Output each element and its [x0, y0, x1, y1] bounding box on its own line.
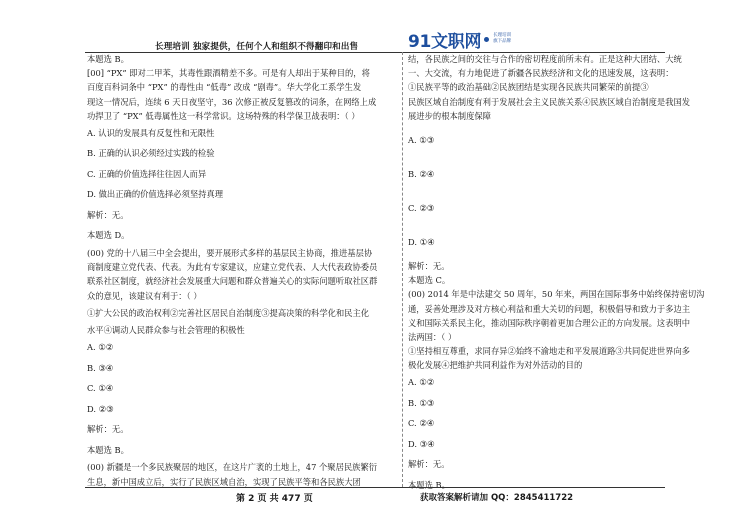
logo-dot-icon	[484, 37, 489, 42]
site-logo[interactable]	[408, 26, 511, 52]
logo-subtitle	[493, 33, 511, 45]
text-line: (00) 2014 年是中法建交 50 周年，50 年来，两国在国际事务中始终保持密切沟	[408, 289, 705, 300]
text-line: ①坚持相互尊重，求同存异②始终不渝地走和平发展道路③共同促进世界向多	[408, 346, 691, 357]
text-line: 极化发展④把维护共同利益作为对外活动的目的	[408, 360, 583, 371]
text-line: B. 正确的认识必须经过实践的检验	[87, 148, 215, 159]
text-line: D. 做出正确的价值选择必须坚持真理	[87, 189, 224, 200]
text-line: 商制度建立党代表、代表。为此有专家建议，应建立党代表、人大代表政协委员	[87, 262, 378, 273]
text-line: A. ①③	[408, 134, 435, 145]
text-line: 联系社区制度，就经济社会发展重大问题和群众普遍关心的实际问题听取社区群	[87, 276, 378, 287]
footer-rule	[85, 487, 665, 488]
text-line: B. ②④	[408, 168, 435, 179]
text-line: 解析：无。	[408, 260, 450, 271]
text-line: 本题选 D。	[87, 230, 130, 241]
text-line: A. 认识的发展具有反复性和无限性	[87, 127, 215, 138]
text-line: B. ①③	[408, 397, 435, 408]
text-line: 解析：无。	[408, 459, 450, 470]
text-line: C. ②③	[408, 202, 435, 213]
text-line: 通，妥善处理涉及对方核心利益和重大关切的问题，积极倡导和致力于多边主	[408, 303, 691, 314]
text-line: 生息，新中国成立后，实行了民族区域自治，实现了民族平等和各民族大团	[87, 476, 361, 487]
text-line: 本题选 B。	[408, 479, 450, 490]
page-counter: 第 2 页 共 477 页	[236, 494, 313, 504]
text-line: ①民族平等的政治基础②民族团结是实现各民族共同繁荣的前提③	[408, 82, 649, 93]
text-line: 民族区域自治制度有利于发展社会主义民族关系④民族区域自治制度是我国发	[408, 96, 691, 107]
text-line: 结，各民族之间的交往与合作的密切程度前所未有。正是这种大团结、大统	[408, 54, 682, 64]
left-column	[87, 52, 394, 489]
text-line: 法两国：（ ）	[408, 331, 457, 342]
text-line: 一、大交流，有力地促进了新疆各民族经济和文化的迅速发展，这表明：	[408, 68, 674, 79]
text-line: D. ①④	[408, 236, 435, 247]
text-line: 本题选 B。	[87, 444, 129, 455]
text-line: (00) 新疆是一个多民族聚居的地区，在这片广袤的土地上，47 个聚居民族繁衍	[87, 462, 378, 473]
text-line: 众的意见，该建议有利于：（ ）	[87, 290, 202, 301]
text-line: A. ①②	[408, 377, 435, 388]
text-line: (00) 党的十八届三中全会提出，要开展形式多样的基层民主协商，推进基层协	[87, 247, 373, 258]
text-line: 解析：无。	[87, 424, 129, 435]
text-line: 义和国际关系民主化，推动国际秩序朝着更加合理公正的方向发展。这表明中	[408, 317, 691, 328]
logo-sub-line-2: 旗下品牌	[493, 39, 512, 44]
text-line: ①扩大公民的政治权利②完善社区居民自治制度③提高决策的科学化和民主化	[87, 307, 370, 318]
text-line: D. ③④	[408, 438, 435, 449]
text-line: 本题选 B。	[87, 54, 129, 64]
text-line: C. 正确的价值选择往往因人而异	[87, 168, 207, 179]
text-line: [00] “PX” 即对二甲苯，其毒性跟酒精差不多。可是有人却出于某种目的，将	[87, 68, 370, 79]
header-notice: 长理培训 独家提供，任何个人和组织不得翻印和出售	[155, 42, 359, 52]
column-divider	[402, 52, 403, 487]
text-line: 现这一情况后，连续 6 天日夜坚守，36 次修正被反复篡改的词条，在网络上成	[87, 96, 377, 107]
text-line: 展进步的根本制度保障	[408, 110, 491, 121]
right-column	[408, 52, 705, 495]
text-line: A. ①②	[87, 342, 114, 353]
text-line: B. ③④	[87, 362, 114, 373]
text-line: 本题选 C。	[408, 275, 451, 286]
text-line: 解析：无。	[87, 209, 129, 220]
text-line: C. ①④	[87, 383, 114, 394]
text-line: 功捍卫了 “PX” 低毒属性这一科学常识。这场特殊的科学保卫战表明：（ ）	[87, 110, 360, 121]
text-line: 水平④调动人民群众参与社会管理的积极性	[87, 325, 245, 336]
logo-text: 91文职网	[408, 31, 482, 52]
logo-sub-line-1: 长理培训	[493, 33, 512, 38]
contact-notice: 获取答案解析请加 QQ：2845411722	[420, 493, 574, 503]
text-line: 百度百科词条中 “PX” 的毒性由 “低毒” 改成 “剧毒”。华大学化工系学生发	[87, 82, 362, 93]
text-line: C. ②④	[408, 418, 435, 429]
text-line: D. ②③	[87, 403, 114, 414]
